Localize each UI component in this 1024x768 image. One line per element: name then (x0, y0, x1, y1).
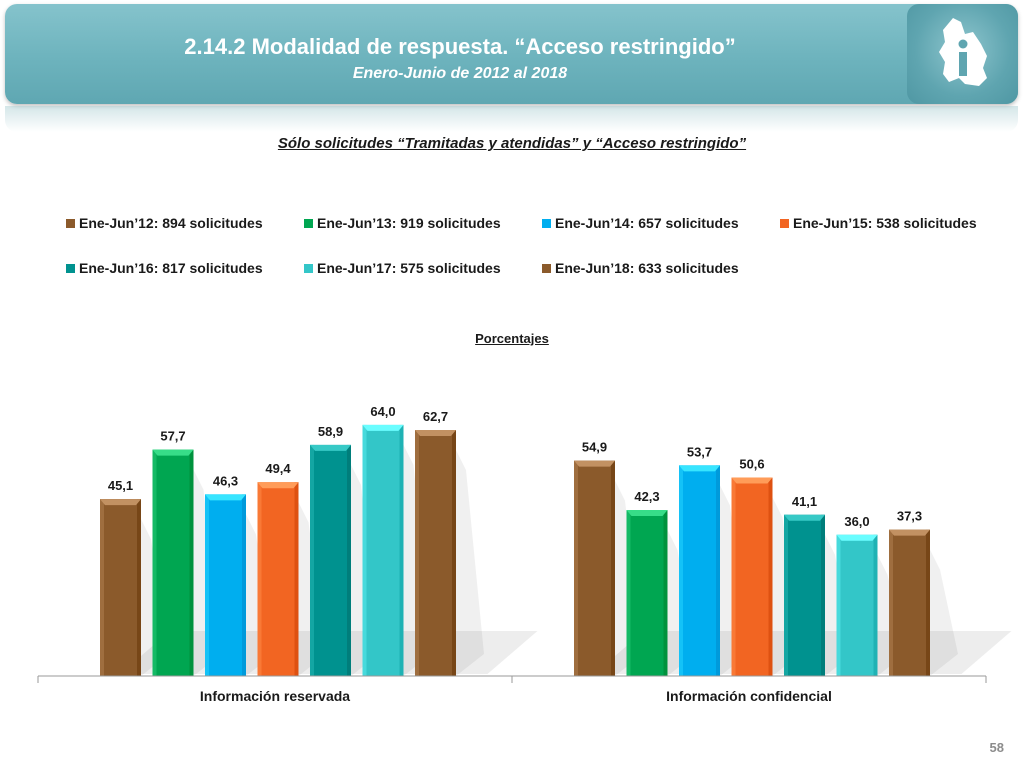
bar-bevel-left (889, 530, 893, 676)
bar-bevel-left (100, 499, 104, 676)
bar (258, 482, 299, 676)
data-label: 41,1 (791, 493, 818, 509)
data-label: 53,7 (686, 444, 713, 460)
bar-shadow (456, 450, 484, 676)
data-label: 58,9 (317, 423, 344, 439)
bar (415, 430, 456, 676)
data-label: 54,9 (581, 439, 608, 455)
legend-label: Ene-Jun’12: 894 solicitudes (79, 215, 263, 231)
data-label: 57,7 (160, 428, 186, 444)
legend-label: Ene-Jun’14: 657 solicitudes (555, 215, 739, 231)
bar-top-bevel (205, 494, 246, 500)
bar (784, 515, 825, 676)
bar (679, 465, 720, 676)
bar-bevel-right (400, 425, 404, 676)
bar-bevel-right (926, 530, 930, 676)
page-number: 58 (989, 740, 1004, 755)
bar (363, 425, 404, 676)
bar-top-bevel (258, 482, 299, 488)
bar-bevel-left (310, 445, 314, 676)
bar (837, 535, 878, 676)
bar-bevel-right (242, 494, 246, 676)
bar (310, 445, 351, 676)
bar (100, 499, 141, 676)
bar-top-bevel (153, 450, 194, 456)
data-label: 37,3 (896, 508, 923, 524)
bar-bevel-left (837, 535, 841, 676)
bar-bevel-left (574, 461, 578, 676)
bar-top-bevel (100, 499, 141, 505)
data-label: 46,3 (212, 473, 239, 489)
bar (889, 530, 930, 676)
bar (732, 477, 773, 676)
legend-label: Ene-Jun’13: 919 solicitudes (317, 215, 501, 231)
legend-label: Ene-Jun’16: 817 solicitudes (79, 260, 263, 276)
legend-label: Ene-Jun’17: 575 solicitudes (317, 260, 501, 276)
bar (574, 461, 615, 676)
chart-heading: Sólo solicitudes “Tramitadas y atendidas” y “Acceso restringido” (277, 135, 747, 152)
bar-bevel-right (821, 515, 825, 676)
bar-top-bevel (889, 530, 930, 536)
bar-bevel-left (784, 515, 788, 676)
page-subtitle: Enero-Junio de 2012 al 2018 (352, 65, 568, 82)
bar-bevel-right (664, 510, 668, 676)
bar-bevel-left (153, 450, 157, 676)
bar-bevel-left (627, 510, 631, 676)
x-tick-label: Información confidencial (666, 688, 832, 704)
bar-shadow (930, 550, 958, 676)
y-axis-label: Porcentajes (475, 331, 549, 346)
data-label: 64,0 (370, 403, 396, 419)
page-title: 2.14.2 Modalidad de respuesta. “Acceso restringido” (184, 34, 736, 59)
bar-bevel-right (716, 465, 720, 676)
bar-bevel-left (732, 477, 736, 676)
bar-bevel-right (295, 482, 299, 676)
bar (205, 494, 246, 676)
bar (153, 450, 194, 676)
bar-bevel-right (611, 461, 615, 676)
data-label: 49,4 (265, 461, 291, 477)
bar-top-bevel (363, 425, 404, 431)
bar-top-bevel (415, 430, 456, 436)
data-label: 45,1 (107, 478, 134, 494)
bar-bevel-right (190, 450, 194, 676)
bar-top-bevel (574, 461, 615, 467)
legend-label: Ene-Jun’15: 538 solicitudes (793, 215, 977, 231)
bar-bevel-left (363, 425, 367, 676)
bar-bevel-right (347, 445, 351, 676)
legend-label: Ene-Jun’18: 633 solicitudes (555, 260, 739, 276)
bar-top-bevel (627, 510, 668, 516)
bar-top-bevel (837, 535, 878, 541)
data-label: 62,7 (422, 409, 449, 425)
bar-bevel-right (452, 430, 456, 676)
data-label: 42,3 (634, 489, 660, 505)
bar-bevel-right (137, 499, 141, 676)
bar-top-bevel (679, 465, 720, 471)
bar-bevel-right (874, 535, 878, 676)
bar (627, 510, 668, 676)
bar-bevel-left (679, 465, 683, 676)
data-label: 50,6 (739, 456, 765, 472)
bar-bevel-right (769, 477, 773, 676)
data-label: 36,0 (844, 513, 870, 529)
bar-top-bevel (732, 477, 773, 483)
x-tick-label: Información reservada (199, 688, 351, 704)
bar-top-bevel (310, 445, 351, 451)
bar-top-bevel (784, 515, 825, 521)
bar-bevel-left (205, 494, 209, 676)
bar-bevel-left (258, 482, 262, 676)
bar-bevel-left (415, 430, 419, 676)
